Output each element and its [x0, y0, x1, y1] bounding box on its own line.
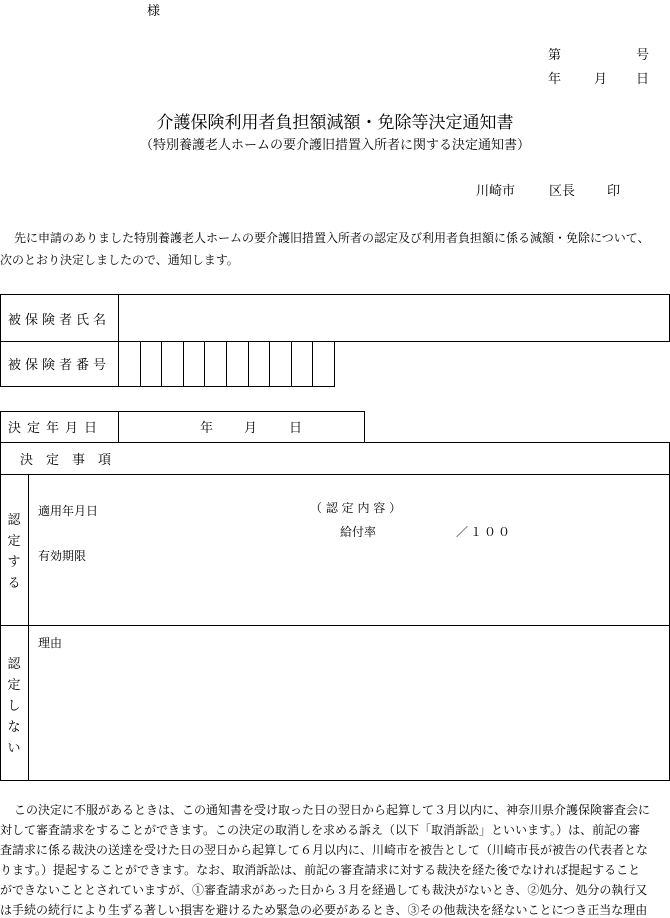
- insured-number-cell[interactable]: [184, 342, 205, 386]
- decision-date-label: 決定年月日: [8, 421, 104, 436]
- insured-name-label: 被保険者氏名: [8, 313, 111, 328]
- notice-line-3: 査請求に係る裁決の送達を受けた日の翌日から起算して６月以内に、川崎市を被告として（川崎市長が被告の代表者とな: [0, 843, 649, 857]
- insured-name-field[interactable]: [122, 298, 662, 336]
- approval-content-label: （ 認 定 内 容 ）: [310, 501, 402, 515]
- insured-number-cell[interactable]: [292, 342, 313, 386]
- insured-number-cell[interactable]: [205, 342, 226, 386]
- decision-date-day: 日: [289, 421, 303, 436]
- date-day-label: 日: [636, 72, 650, 87]
- insured-number-cell[interactable]: [119, 342, 140, 386]
- decision-items-label: 決 定 事 項: [20, 453, 112, 468]
- document-subtitle: （特別養護老人ホームの要介護旧措置入所者に関する決定通知書）: [139, 138, 530, 153]
- notice-line-5: ができないこととされていますが、①審査請求があった日から３月を経過しても裁決がないとき、②処分、処分の執行又: [0, 883, 648, 897]
- insured-number-label: 被保険者番号: [8, 358, 111, 373]
- addressee-suffix: 様: [147, 4, 161, 19]
- insured-number-cell[interactable]: [249, 342, 270, 386]
- intro-line-1: 先に申請のありました特別養護老人ホームの要介護旧措置入所者の認定及び利用者負担額に係る減額・免除について、: [14, 231, 650, 245]
- date-year-label: 年: [548, 72, 562, 87]
- apply-date-label: 適用年月日: [38, 504, 99, 518]
- decision-date-month: 月: [244, 421, 258, 436]
- insured-number-cell[interactable]: [227, 342, 248, 386]
- intro-line-2: 次のとおり決定しましたので、通知します。: [0, 253, 239, 267]
- issuer-seal: 印: [607, 184, 621, 199]
- notice-line-2: 対して審査請求をすることができます。この決定の取消しを求める訴え（以下「取消訴訟」といいます。）は、前記の審: [0, 823, 641, 837]
- insured-number-cell[interactable]: [313, 342, 334, 386]
- decision-date-year: 年: [200, 421, 214, 436]
- reason-label: 理由: [38, 636, 63, 650]
- approve-vertical-label: 認 定 す る: [7, 513, 21, 591]
- insured-number-cell[interactable]: [270, 342, 291, 386]
- insured-number-cell[interactable]: [141, 342, 162, 386]
- valid-period-label: 有効期限: [38, 549, 87, 563]
- number-label-right: 号: [636, 48, 650, 63]
- notice-line-1: この決定に不服があるときは、この通知書を受け取った日の翌日から起算して３月以内に、神奈川県介護保険審査会に: [14, 803, 651, 817]
- insured-number-cell[interactable]: [162, 342, 183, 386]
- notice-line-6: は手続の続行により生ずる著しい損害を避けるため緊急の必要があるとき、③その他裁決を経ないことにつき正当な理由: [0, 903, 648, 917]
- issuer-ward-chief: 区長: [549, 184, 576, 199]
- number-label-left: 第: [548, 48, 562, 63]
- notice-line-4: ります。）提起することができます。なお、取消訴訟は、前記の審査請求に対する裁決を経た後でなければ提起すること: [0, 863, 641, 877]
- document-title: 介護保険利用者負担額減額・免除等決定通知書: [156, 113, 514, 133]
- benefit-rate-label: 給付率: [340, 525, 377, 539]
- date-month-label: 月: [594, 72, 608, 87]
- benefit-rate-value: ／１００: [456, 525, 513, 539]
- issuer-city: 川崎市: [476, 184, 516, 199]
- reject-vertical-label: 認 定 し な い: [7, 657, 21, 756]
